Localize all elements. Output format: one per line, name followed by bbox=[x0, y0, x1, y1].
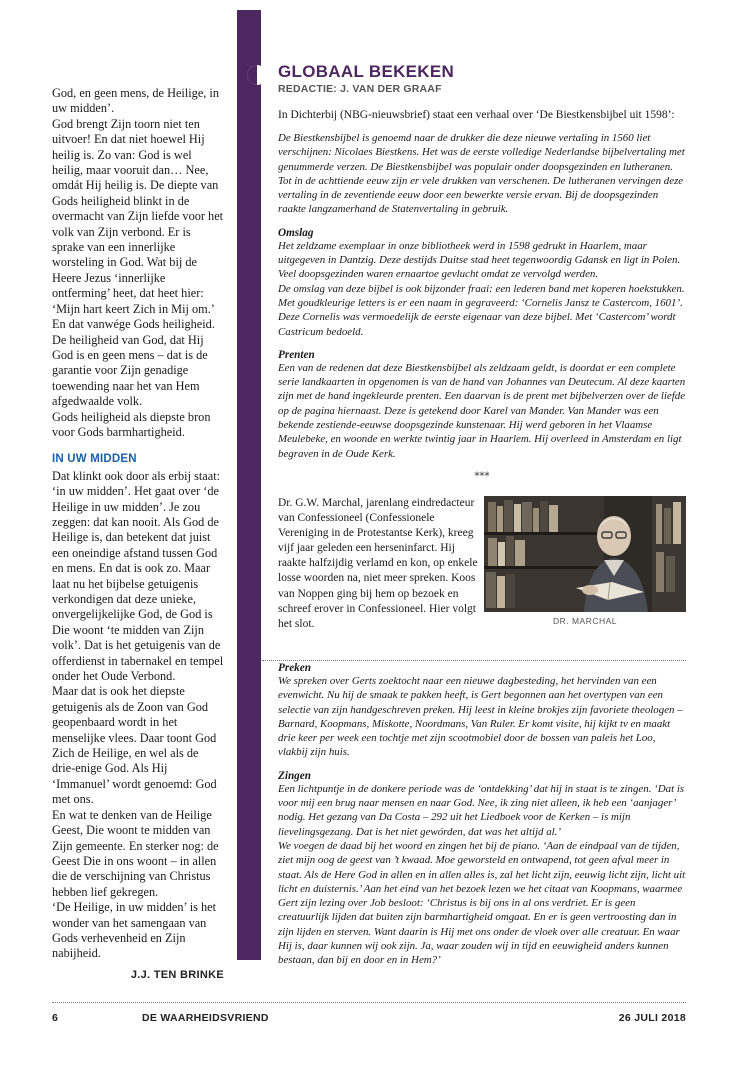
article-paragraph: De omslag van deze bijbel is ook bijzonder fraai: een lederen band met koperen hoekstukken. Met goudkleurige letters is er een naam in gegraveerd: ‘Cornelis Jansz te Castercom, 1601’. Deze Cornelis was vermoedelijk de eerste eigenaar van deze bijbel. Met ‘Castercom’ wordt Castricum bedoeld. bbox=[278, 282, 685, 338]
left-paragraph: Gods heiligheid als diepste bron voor Gods barmhartigheid. bbox=[52, 409, 211, 439]
left-paragraph: En wat te denken van de Heilige Geest, Die woont te midden van Zijn gemeente. En sterker nog: de Geest Die in ons woont – in allen die de verschijning van Christus hebben lief gekregen. bbox=[52, 807, 219, 899]
rubric-title: GLOBAAL BEKEKEN bbox=[278, 62, 455, 81]
left-paragraph: God, en geen mens, de Heilige, in uw midden’. bbox=[52, 86, 219, 116]
article-intro: In Dichterbij (NBG-nieuwsbrief) staat een verhaal over ‘De Biestkensbijbel uit 1598’: bbox=[278, 109, 675, 121]
dotted-divider bbox=[262, 660, 686, 661]
subheading-in-uw-midden: IN UW MIDDEN bbox=[52, 453, 137, 466]
marchal-block bbox=[278, 496, 686, 636]
publication-name: DE WAARHEIDSVRIEND bbox=[142, 1012, 269, 1024]
left-paragraph: Dat klinkt ook door als erbij staat: ‘in uw midden’. Het gaat over ‘de Heilige in uw midden’. Je zou zeggen: dat kan nooit. Als God de Heilige is, dan betekent dat juist een oneindige afstand tussen God en mens. En dat is ook zo. Maar laat nu het bijbelse getuigenis verkondigen dat deze unieke, onvergelijkelijke God, de God is Die woont ‘te midden van Zijn volk’. Dat is het getuigenis van de offerdienst in tabernakel en tempel onder het Oude Verbond. bbox=[52, 468, 224, 684]
issue-date: 26 JULI 2018 bbox=[618, 1012, 686, 1024]
section-title-preken: Preken bbox=[278, 661, 311, 674]
marchal-photo bbox=[484, 496, 686, 612]
section-separator: *** bbox=[474, 470, 490, 482]
photo-caption: DR. MARCHAL bbox=[552, 615, 618, 626]
section-title-prenten: Prenten bbox=[278, 348, 315, 361]
section-title-zingen: Zingen bbox=[278, 769, 311, 782]
rubric-color-bar bbox=[237, 10, 261, 960]
half-circle-icon bbox=[246, 64, 268, 86]
article-paragraph: Een lichtpuntje in de donkere periode was de ‘ontdekking’ dat hij in staat is te zingen. ‘Dat is voor mij een brug naar mensen en naar God. Nee, ik zing niet alleen, ik heb een ‘aanjager’ nodig. Het gezang van Da Costa – 292 uit het Liedboek voor de Kerken – is mijn lievelingsgezang. Dat is het niet gewórden, dat was het altijd al.’ bbox=[278, 782, 685, 838]
rubric-redactie: REDACTIE: J. VAN DER GRAAF bbox=[278, 83, 442, 95]
left-paragraph: En dat vanwége Gods heiligheid. De heiligheid van God, dat Hij God is en geen mens – dat is de garantie voor Zijn genadige toewending naar het van Hem afgedwaalde volk. bbox=[52, 317, 215, 409]
section-title-omslag: Omslag bbox=[278, 226, 314, 239]
article-paragraph: We spreken over Gerts zoektocht naar een nieuwe dagbesteding, het hervinden van een evenwicht. Nu hij de smaak te pakken heeft, is Gert begonnen aan het overtypen van een selectie van zijn handgeschreven preken. Hij leest in kleine brokjes zijn favoriete theologen – Barnard, Koopmans, Miskotte, Noordmans, Van Ruler. Er komt visite, hij kijkt tv en maakt drie keer per week een tochtje met zijn scootmobiel door de bossen van paleis het Loo, vlakbij zijn huis. bbox=[278, 674, 683, 759]
article-paragraph: De Biestkensbijbel is genoemd naar de drukker die deze nieuwe vertaling in 1560 liet verschijnen: Nicolaes Biestkens. Het was de eerste volledige Nederlandse bijbelvertaling met genummerde verzen. De Biestkensbijbel was populair onder doopsgezinden en lutheranen. Tot in de achttiende eeuw zijn er vele drukken van verschenen. De lutheranen vervingen deze vertaling in de zeventiende eeuw door een bewerkte versie ervan. Bij de doopsgezinden raakte langzamerhand de Statenvertaling in gebruik. bbox=[278, 132, 685, 216]
right-column bbox=[278, 62, 686, 968]
left-paragraph: ‘De Heilige, in uw midden’ is het wonder van het samengaan van Gods verhevenheid en Zijn nabijheid. bbox=[52, 900, 217, 961]
left-column bbox=[52, 86, 224, 983]
marchal-intro-text: Dr. G.W. Marchal, jarenlang eindredacteur van Confessioneel (Confessionele Vereniging in de Protestantse Kerk), kreeg vijf jaar geleden een herseninfarct. Hij raakte halfzijdig verlamd en kon, op enkele losse woorden na, niet meer spreken. Koos van Noppen ging bij hem op bezoek en schreef erover in Confessioneel. Hier volgt het slot. bbox=[278, 496, 478, 630]
author-byline: J.J. TEN BRINKE bbox=[130, 968, 224, 981]
article-paragraph: Het zeldzame exemplaar in onze bibliotheek werd in 1598 gedrukt in Haarlem, maar uitgegeven in Dantzig. Deze destijds Duitse stad heet tegenwoordig Gdansk en ligt in Polen. Veel doopsgezinden waren ernaartoe gevlucht omdat ze vervolgd werden. bbox=[278, 239, 681, 281]
page-number: 6 bbox=[52, 1012, 58, 1024]
article-paragraph: Een van de redenen dat deze Biestkensbijbel als zeldzaam geldt, is doordat er een complete serie landkaarten in opgenomen is van de hand van Johannes van Deutecum. Al deze kaarten zijn met de hand ingekleurde prenten. Een daarvan is de prent met bijbelverzen over de liefde op de pagina hiernaast. Deze is getekend door Karel van Mander. Van Mander was een bekende zestiende-eeuwse doopsgezinde kunstenaar. Hij werd geboren in het Vlaamse Meulebeke, en woonde en werkte twintig jaar in Haarlem. Hij overleed in Amsterdam en ligt begraven in de Oude Kerk. bbox=[278, 361, 686, 460]
left-paragraph: God brengt Zijn toorn niet ten uitvoer! En dat niet hoewel Hij heilig is. Zo van: God is wel heilig, maar vooruit dan… Nee, omdát Hij heilig is. De diepte van Gods heiligheid blinkt in de overmacht van Zijn liefde voor het volk van Zijn verbond. Er is sprake van een innerlijke worsteling in God. Wat bij de Heere Jezus ‘innerlijke ontferming’ heet, dat heet hier: ‘Mijn hart keert Zich in Mij om.’ bbox=[52, 116, 224, 316]
left-paragraph: Maar dat is ook het diepste getuigenis als de Zoon van God geopenbaard wordt in het menselijke vlees. Daar toont God Zich de Heilige, en wel als de drie-enige God. Als Hij ‘Immanuel’ wordt genoemd: God met ons. bbox=[52, 684, 217, 807]
article-paragraph: We voegen de daad bij het woord en zingen het bij de piano. ‘Aan de eindpaal van de tijden, ziet mijn oog de geest van ’t kwaad. Moe geworsteld en ontwapend, tot geen afval meer in staat. Als de Here God in allen en in allen alles is, zal het licht zijn, eeuwig licht zijn, licht uit licht en duisternis.’ Aan het eind van het bezoek lezen we het citaat van Koopmans, waarmee Gert zijn lezing over Job besloot: ‘Christus is bij ons in al ons verdriet. Er is geen creatuurlijk lijden dat buiten zijn barmhartigheid omgaat. En er is geen vertroosting dan in zijn lijden en sterven. Want daarin is Hij met ons onder de vloek over alle creatuur. En waar Hij is, daar kunnen wij ook zijn. Ja, waar zouden wij in tijd en eeuwigheid anders kunnen bestaan, dan bij en door en in Hem?’ bbox=[278, 839, 686, 967]
footer-divider bbox=[52, 1002, 686, 1003]
